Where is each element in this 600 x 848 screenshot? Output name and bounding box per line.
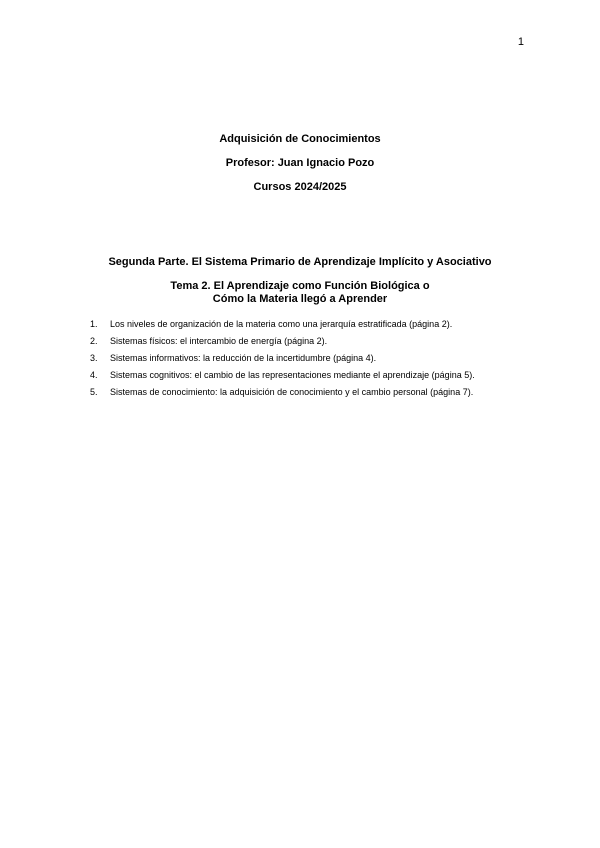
- table-of-contents: [90, 317, 530, 402]
- topic-title: [0, 280, 600, 306]
- list-item-text: Sistemas físicos: el intercambio de energía (página 2).: [110, 336, 328, 346]
- topic-title-line-1: Tema 2. El Aprendizaje como Función Biológica o: [170, 280, 430, 292]
- course-title: Adquisición de Conocimientos: [219, 133, 381, 145]
- topic-title-line-2: Cómo la Materia llegó a Aprender: [212, 293, 388, 305]
- list-item: [90, 368, 530, 385]
- section-title: Segunda Parte. El Sistema Primario de Aprendizaje Implícito y Asociativo: [108, 256, 492, 268]
- professor-name: Profesor: Juan Ignacio Pozo: [225, 157, 375, 169]
- list-item-number: 3.: [90, 353, 98, 363]
- list-item: [90, 317, 530, 334]
- list-item: [90, 334, 530, 351]
- document-header: [0, 132, 600, 204]
- list-item-text: Los niveles de organización de la materia como una jerarquía estratificada (página 2).: [110, 319, 453, 329]
- list-item: [90, 351, 530, 368]
- list-item-number: 1.: [90, 319, 98, 329]
- list-item-text: Sistemas cognitivos: el cambio de las representaciones mediante el aprendizaje (página 5).: [110, 370, 475, 380]
- list-item: [90, 385, 530, 402]
- course-year: Cursos 2024/2025: [253, 181, 347, 193]
- page-number: 1: [517, 36, 524, 48]
- list-item-text: Sistemas informativos: la reducción de la incertidumbre (página 4).: [110, 353, 377, 363]
- list-item-number: 5.: [90, 387, 98, 397]
- list-item-number: 4.: [90, 370, 98, 380]
- list-item-text: Sistemas de conocimiento: la adquisición de conocimiento y el cambio personal (página 7).: [110, 387, 474, 397]
- list-item-number: 2.: [90, 336, 98, 346]
